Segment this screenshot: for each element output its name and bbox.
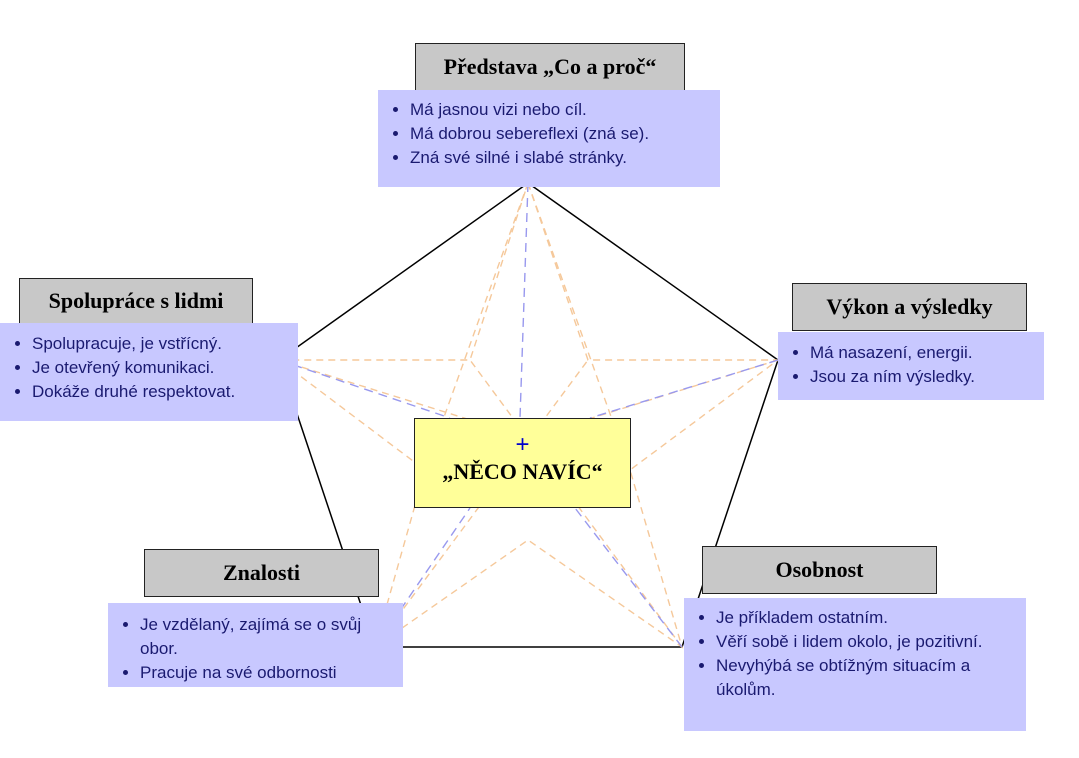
header-predstava-label: Představa „Co a proč“ — [443, 54, 657, 79]
header-osobnost — [702, 546, 937, 594]
list-item: • Je vzdělaný, zajímá se o svůj obor. — [140, 613, 403, 661]
header-spoluprace — [19, 278, 253, 324]
header-osobnost-label: Osobnost — [775, 557, 864, 582]
list-item: • Je otevřený komunikaci. — [32, 356, 298, 380]
header-vykon — [792, 283, 1027, 331]
header-znalosti — [144, 549, 379, 597]
list-item: • Zná své silné i slabé stránky. — [410, 146, 720, 170]
list-item: • Má dobrou sebereflexi (zná se). — [410, 122, 720, 146]
list-item: • Jsou za ním výsledky. — [810, 365, 1044, 389]
center-box — [414, 418, 631, 508]
box-znalosti — [108, 603, 403, 687]
list-item: • Spolupracuje, je vstřícný. — [32, 332, 298, 356]
header-predstava — [415, 43, 685, 91]
list-item: • Nevyhýbá se obtížným situacím a úkolům. — [716, 654, 1026, 702]
box-predstava — [378, 90, 720, 187]
header-znalosti-label: Znalosti — [222, 560, 301, 585]
list-item: • Dokáže druhé respektovat. — [32, 380, 298, 404]
list-item: • Má jasnou vizi nebo cíl. — [410, 98, 720, 122]
list-item: • Má nasazení, energii. — [810, 341, 1044, 365]
header-spoluprace-label: Spolupráce s lidmi — [48, 288, 224, 313]
box-vykon — [778, 332, 1044, 400]
center-title: „NĚCO NAVÍC“ — [442, 459, 603, 484]
list-item: • Pracuje na své odbornosti — [140, 661, 403, 685]
list-item: • Věří sobě i lidem okolo, je pozitivní. — [716, 630, 1026, 654]
list-item: • Je příkladem ostatním. — [716, 606, 1026, 630]
plus-symbol: + — [515, 431, 530, 458]
box-spoluprace — [0, 323, 298, 421]
box-osobnost — [684, 598, 1026, 731]
header-vykon-label: Výkon a výsledky — [826, 294, 993, 319]
